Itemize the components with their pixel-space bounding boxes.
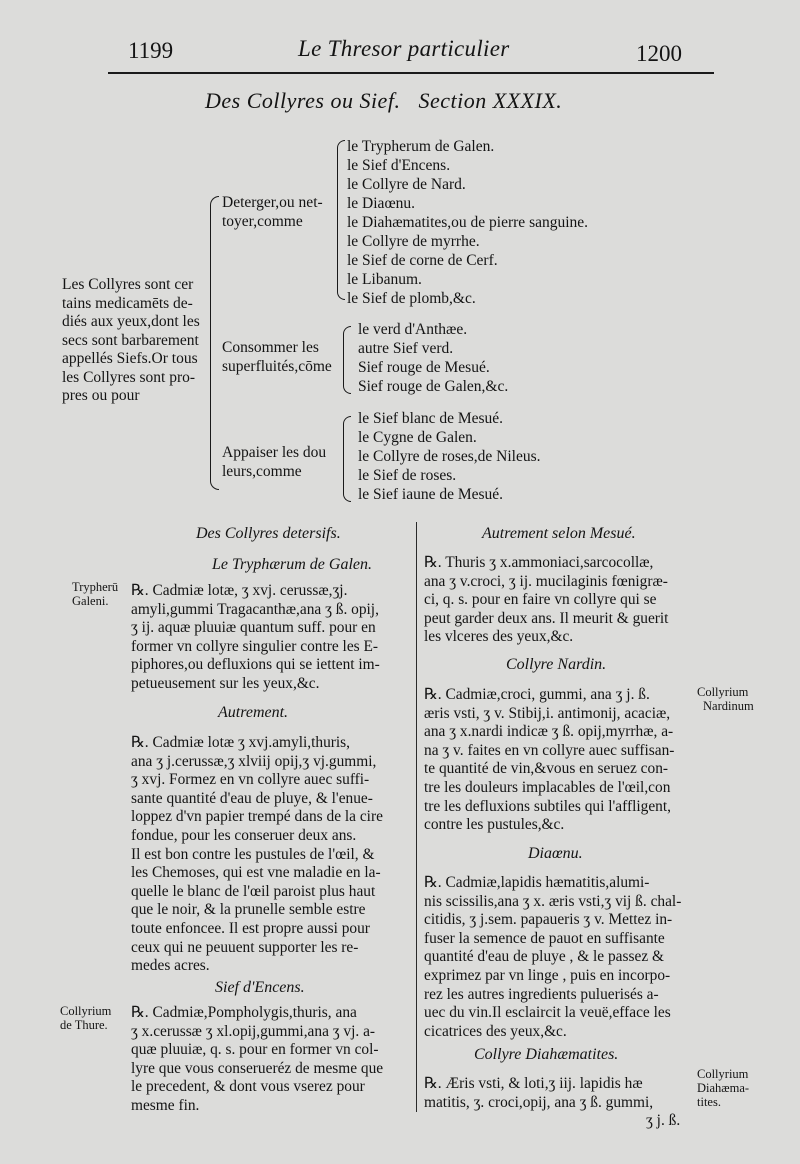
group-label: toyer,comme	[222, 213, 303, 230]
left-autrement: Autrement.	[218, 704, 289, 721]
text-line: cicatrices des yeux,&c.	[424, 1022, 567, 1040]
margin-note: de Thure.	[60, 1018, 108, 1032]
left-para-2	[131, 734, 407, 976]
left-page-number: 1199	[128, 38, 174, 63]
text-line: former vn collyre singulier contre les E-	[131, 637, 379, 655]
text-line: amyli,gummi Tragacanthæ,ana ʒ ß. opij,	[131, 600, 379, 618]
text-line: matitis, ʒ. croci,opij, ana ʒ ß. gummi,	[424, 1093, 654, 1111]
list-item: le Diahæmatites,ou de pierre sanguine.	[347, 214, 589, 231]
left-subheading: Le Tryphærum de Galen.	[212, 556, 372, 573]
text-line: ℞. Cadmiæ lotæ ʒ xvj.amyli,thuris,	[131, 734, 351, 751]
list-item: le Sief de plomb,&c.	[347, 290, 476, 307]
text-line: le precedent, & dont vous vserez pour	[131, 1078, 365, 1096]
list-item: le Trypherum de Galen.	[347, 138, 495, 155]
text-line: æris vsti, ʒ v. Stibij,i. antimonij, acaciæ,	[424, 704, 671, 722]
text-line: quæ pluuiæ, q. s. pour en former vn col-	[131, 1041, 379, 1059]
root-line: pres ou pour	[62, 387, 140, 404]
text-line: que le noir, & la prunelle semble estre	[131, 901, 366, 919]
right-heading-3: Diaœnu.	[528, 845, 583, 862]
list-item: le Sief iaune de Mesué.	[358, 486, 504, 503]
right-heading-4: Collyre Diahæmatites.	[474, 1046, 619, 1063]
list-item: le Collyre de Nard.	[347, 176, 466, 193]
text-line: ʒ ij. aquæ pluuiæ quantum suff. pour en	[131, 619, 376, 637]
margin-note: Collyrium	[697, 1067, 749, 1081]
margin-note: Collyrium	[60, 1004, 112, 1018]
margin-note: Collyrium	[697, 685, 749, 699]
text-line: ℞. Æris vsti, & loti,ʒ iij. lapidis hæ	[424, 1075, 643, 1092]
text-line: ana ʒ x.nardi indicæ ʒ ß. opij,myrrhæ, a-	[424, 723, 674, 741]
text-line: nis scissilis,ana ʒ x. æris vsti,ʒ vij ß. chal-	[424, 892, 682, 910]
text-line: ℞. Cadmiæ,Pompholygis,thuris, ana	[131, 1004, 357, 1021]
text-line: ℞. Cadmiæ,lapidis hæmatitis,alumi-	[424, 874, 650, 891]
text-line: les Chemoses, qui est vne maladie en la-	[131, 864, 381, 882]
section-title: Des Collyres ou Sief. Section XXXIX.	[205, 88, 563, 113]
text-line: medes acres.	[131, 957, 210, 975]
root-line: diés aux yeux,dont les	[62, 313, 200, 330]
text-line: ℞. Thuris ʒ x.ammoniaci,sarcocollæ,	[424, 554, 654, 571]
margin-note: Nardinum	[703, 699, 754, 713]
text-line: mesme fin.	[131, 1096, 200, 1114]
margin-note: Diahæma-	[697, 1081, 750, 1095]
left-para-1	[131, 582, 407, 694]
list-item: le verd d'Anthæe.	[358, 321, 468, 338]
text-line: peut garder deux ans. Il meurit & guerit	[424, 609, 669, 627]
group-label: superfluités,cōme	[222, 358, 332, 375]
text-line: exprimez par vn linge , puis en incorpo-	[424, 966, 671, 984]
text-line: fondue, pour les conseruer deux ans.	[131, 826, 357, 844]
left-para-3	[131, 1004, 407, 1116]
list-item: Sief rouge de Mesué.	[358, 359, 490, 376]
text-line: na ʒ v. faites en vn collyre auec suffisan-	[424, 741, 675, 759]
right-para-2	[424, 686, 692, 835]
text-line: ʒ xvj. Formez en vn collyre auec suffi-	[131, 771, 370, 789]
group-label: Deterger,ou net-	[222, 194, 323, 211]
text-line: ʒ j. ß.	[646, 1112, 681, 1130]
text-line: tre les defluxions subtiles qui l'affligent,	[424, 797, 671, 815]
list-item: le Sief de roses.	[358, 467, 457, 484]
root-line: appellés Siefs.Or tous	[62, 350, 198, 367]
text-line: lyre que vous conserueréz de mesme que	[131, 1059, 384, 1077]
text-line: piphores,ou defluxions qui se iettent im-	[131, 656, 380, 674]
main-brace	[210, 196, 219, 490]
list-item: le Cygne de Galen.	[358, 429, 477, 446]
group-3-brace	[343, 416, 351, 502]
text-line: te quantité de vin,&vous en seruez con-	[424, 760, 669, 778]
margin-note: Trypherū	[72, 580, 119, 594]
group-1-brace	[337, 140, 345, 300]
text-line: ana ʒ j.cerussæ,ʒ xlviij opij,ʒ vj.gummi,	[131, 752, 377, 770]
text-line: fuser la semence de pauot en suffisante	[424, 929, 665, 947]
text-line: tre les douleurs implacables de l'œil,con	[424, 778, 671, 796]
right-heading-2: Collyre Nardin.	[506, 656, 607, 673]
left-sief-heading: Sief d'Encens.	[215, 979, 305, 996]
right-para-4	[424, 1075, 692, 1131]
group-label: Consommer les	[222, 339, 319, 356]
margin-note: tites.	[697, 1095, 721, 1109]
list-item: le Libanum.	[347, 271, 422, 288]
list-item: le Sief de corne de Cerf.	[347, 252, 498, 269]
right-para-3	[424, 874, 692, 1041]
text-line: sante quantité d'eau de pluye, & l'enue-	[131, 789, 373, 807]
left-heading: Des Collyres detersifs.	[196, 525, 341, 542]
root-line: Les Collyres sont cer	[62, 276, 194, 293]
root-line: tains medicamēts de-	[62, 294, 193, 312]
right-heading-1: Autrement selon Mesué.	[482, 525, 636, 542]
list-item: le Collyre de myrrhe.	[347, 233, 480, 250]
list-item: autre Sief verd.	[358, 340, 454, 357]
root-line: les Collyres sont pro-	[62, 368, 196, 386]
margin-note: Galeni.	[72, 594, 109, 608]
text-line: quantité d'eau de pluye , & le passez &	[424, 948, 664, 966]
text-line: Il est bon contre les pustules de l'œil, &	[131, 845, 375, 863]
list-item: le Sief d'Encens.	[347, 157, 451, 174]
group-2-brace	[343, 326, 351, 394]
column-divider	[416, 522, 417, 1112]
right-page-number: 1200	[636, 41, 682, 66]
text-line: ℞. Cadmiæ lotæ, ʒ xvj. cerussæ,ʒj.	[131, 582, 348, 599]
text-line: uec du vin.Il esclaircit la veuë,efface les	[424, 1004, 671, 1022]
text-line: contre les pustules,&c.	[424, 816, 565, 834]
right-para-1	[424, 554, 692, 647]
text-line: ana ʒ v.croci, ʒ ij. mucilaginis fœnigræ-	[424, 572, 668, 590]
root-line: secs sont barbarement	[62, 331, 199, 349]
group-label: Appaiser les dou	[222, 444, 327, 461]
group-label: leurs,comme	[222, 463, 302, 480]
text-line: toute enfoncee. Il est propre aussi pour	[131, 919, 370, 937]
list-item: Sief rouge de Galen,&c.	[358, 378, 509, 395]
text-line: petueusement sur les yeux,&c.	[131, 674, 320, 692]
list-item: le Diaœnu.	[347, 195, 416, 212]
text-line: rez les autres ingredients puluerisés a-	[424, 985, 659, 1003]
text-line: quelle le blanc de l'œil paroist plus haut	[131, 882, 376, 900]
header-rule	[108, 72, 714, 74]
text-line: les vlceres des yeux,&c.	[424, 628, 574, 646]
text-line: ceux qui ne peuuent supporter les re-	[131, 938, 359, 956]
text-line: ʒ x.cerussæ ʒ xl.opij,gummi,ana ʒ vj. a-	[131, 1022, 376, 1040]
list-item: le Collyre de roses,de Nileus.	[358, 448, 541, 465]
text-line: citidis, ʒ j.sem. papaueris ʒ v. Mettez in-	[424, 911, 673, 929]
list-item: le Sief blanc de Mesué.	[358, 410, 504, 427]
running-title: Le Thresor particulier	[298, 36, 510, 61]
text-line: loppez d'vn papier trempé dans de la cire	[131, 808, 383, 826]
text-line: ci, q. s. pour en faire vn collyre qui se	[424, 591, 657, 609]
text-line: ℞. Cadmiæ,croci, gummi, ana ʒ j. ß.	[424, 686, 650, 703]
